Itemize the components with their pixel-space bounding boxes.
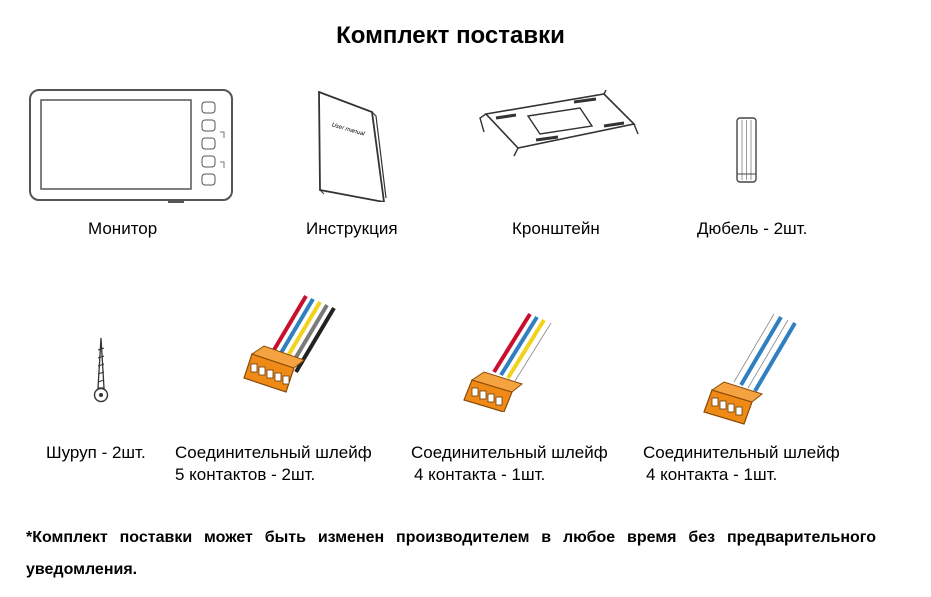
label-bracket: Кронштейн — [512, 219, 600, 238]
label-connector-4pin-blue — [643, 442, 840, 486]
connector-4pin-color-icon — [460, 308, 564, 412]
label-connector-4pin-blue-line1: Соединительный шлейф — [643, 443, 840, 462]
connector-5pin-icon — [238, 290, 346, 398]
label-connector-4pin-color-line2: 4 контакта - 1шт. — [414, 465, 546, 484]
label-manual: Инструкция — [306, 219, 398, 238]
dowel-icon — [735, 116, 759, 186]
label-screw: Шуруп - 2шт. — [46, 443, 146, 462]
bracket-icon — [476, 90, 642, 160]
label-dowel: Дюбель - 2шт. — [697, 219, 808, 238]
disclaimer-note: *Комплект поставки может быть изменен производителем в любое время без предварительного уведомления. — [26, 529, 876, 578]
connector-4pin-blue-icon — [700, 308, 804, 434]
label-connector-5pin — [175, 442, 372, 486]
label-connector-4pin-color — [411, 442, 608, 486]
label-connector-5pin-line2: 5 контактов - 2шт. — [175, 465, 316, 484]
monitor-icon — [28, 88, 234, 204]
manual-icon — [316, 90, 388, 202]
page-title: Комплект поставки — [336, 22, 565, 49]
manual-cover-text: User manual — [330, 122, 366, 138]
label-monitor: Монитор — [88, 219, 158, 238]
label-connector-4pin-color-line1: Соединительный шлейф — [411, 443, 608, 462]
label-connector-5pin-line1: Соединительный шлейф — [175, 443, 372, 462]
screw-icon — [91, 336, 111, 406]
label-connector-4pin-blue-line2: 4 контакта - 1шт. — [646, 465, 778, 484]
